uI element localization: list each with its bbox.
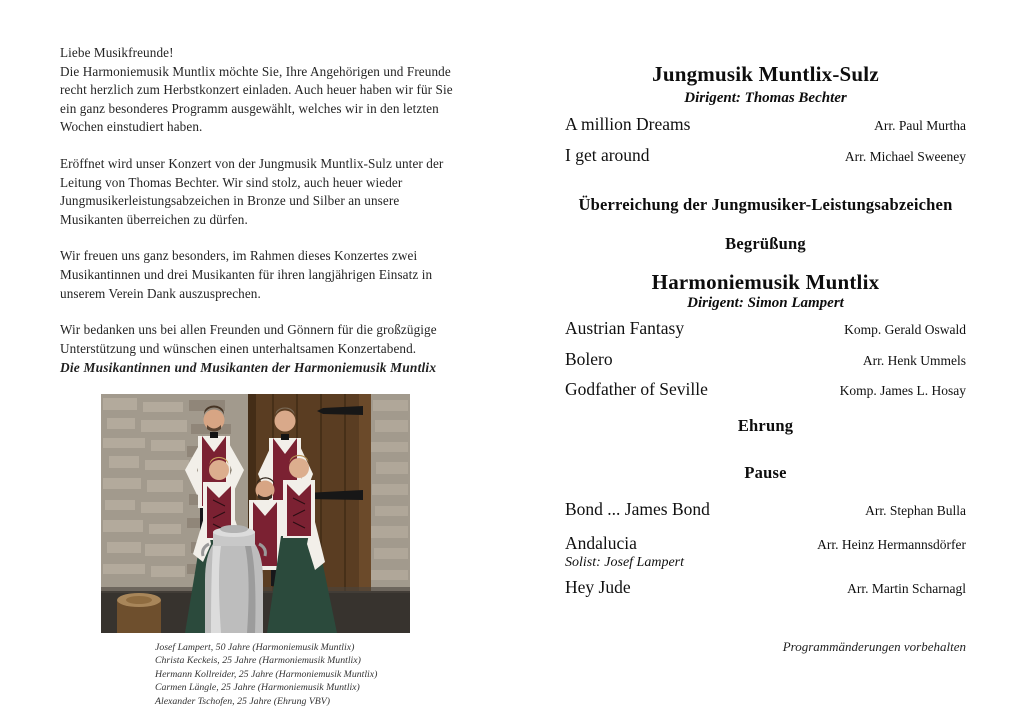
footer-note: Programmänderungen vorbehalten <box>782 639 966 654</box>
ensemble-title-jungmusik: Jungmusik Muntlix-Sulz <box>652 62 879 86</box>
ensemble-title-harmoniemusik: Harmoniemusik Muntlix <box>651 270 880 294</box>
caption-line: Alexander Tschofen, 25 Jahre (Ehrung VBV) <box>155 695 331 707</box>
piece-credit: Arr. Stephan Bulla <box>865 503 966 518</box>
piece-title: Hey Jude <box>565 577 631 597</box>
piece-title: A million Dreams <box>565 114 691 134</box>
log-stump <box>117 593 161 633</box>
piece-row-with-soloist <box>565 533 966 571</box>
greeting-line: Liebe Musikfreunde! <box>60 45 174 60</box>
photo-heading: Die Musikantinnen und Musikanten der Harmoniemusik Muntlix <box>60 360 437 375</box>
event-intermission: Pause <box>744 463 787 482</box>
conductor-harmoniemusik: Dirigent: Simon Lampert <box>687 295 844 311</box>
intro-paragraph-1: Die Harmoniemusik Muntlix möchte Sie, Ihre Angehörigen und Freunde recht herzlich zum Herbstkonzert einladen. Auch heuer haben wir für Sie ein ganz besonderes Programm ausgewählt, welches wir in den letzten Wochen einstudiert haben. <box>60 63 453 135</box>
photo-captions <box>155 641 455 708</box>
intro-text-block <box>60 44 463 376</box>
piece-credit: Arr. Paul Murtha <box>874 118 966 133</box>
piece-credit: Arr. Heinz Hermannsdörfer <box>817 537 966 552</box>
caption-line: Christa Keckeis, 25 Jahre (Harmoniemusik Muntlix) <box>155 655 361 667</box>
caption-line: Carmen Längle, 25 Jahre (Harmoniemusik Muntlix) <box>155 682 360 694</box>
piece-title: I get around <box>565 145 650 165</box>
piece-row <box>565 577 966 598</box>
piece-row <box>565 349 966 370</box>
piece-title: Bond ... James Bond <box>565 499 710 519</box>
intro-paragraph-2: Eröffnet wird unser Konzert von der Jungmusik Muntlix-Sulz unter der Leitung von Thomas Bechter. Wir sind stolz, auch heuer wieder Jungmusikerleistungsabzeichen in Bronze und Silber an unsere Musikanten überreichen zu dürfen. <box>60 155 444 227</box>
musicians-group-photo <box>101 394 410 633</box>
musicians-photo-illustration <box>101 394 410 633</box>
caption-line: Josef Lampert, 50 Jahre (Harmoniemusik Muntlix) <box>155 642 355 653</box>
piece-title: Godfather of Seville <box>565 379 708 399</box>
piece-credit: Arr. Michael Sweeney <box>844 149 966 164</box>
event-award-ceremony: Überreichung der Jungmusiker-Leistungsabzeichen <box>578 195 953 214</box>
piece-soloist: Solist: Josef Lampert <box>565 555 684 570</box>
piece-title: Austrian Fantasy <box>565 318 685 338</box>
piece-row <box>565 145 966 166</box>
intro-paragraph-4: Wir bedanken uns bei allen Freunden und Gönnern für die großzügige Unterstützung und wünschen einen unterhaltsamen Konzertabend. <box>60 322 437 356</box>
piece-credit: Komp. Gerald Oswald <box>844 322 966 337</box>
intro-paragraph-3: Wir freuen uns ganz besonders, im Rahmen dieses Konzertes zwei Musikantinnen und drei Musikanten für ihren langjährigen Einsatz in unserem Verein Dank auszusprechen. <box>60 248 433 301</box>
caption-line: Hermann Kollreider, 25 Jahre (Harmoniemusik Muntlix) <box>155 668 378 680</box>
piece-row <box>565 499 966 520</box>
piece-credit: Arr. Henk Ummels <box>862 353 966 368</box>
event-welcome: Begrüßung <box>725 234 806 253</box>
conductor-jungmusik: Dirigent: Thomas Bechter <box>684 90 847 106</box>
piece-title: Bolero <box>565 349 613 369</box>
event-honouring: Ehrung <box>737 416 794 435</box>
piece-title: Andalucia <box>565 533 637 553</box>
piece-row <box>565 318 966 339</box>
piece-credit: Arr. Martin Scharnagl <box>847 581 966 596</box>
piece-credit: Komp. James L. Hosay <box>839 383 966 398</box>
piece-row <box>565 114 966 135</box>
piece-row <box>565 379 966 400</box>
